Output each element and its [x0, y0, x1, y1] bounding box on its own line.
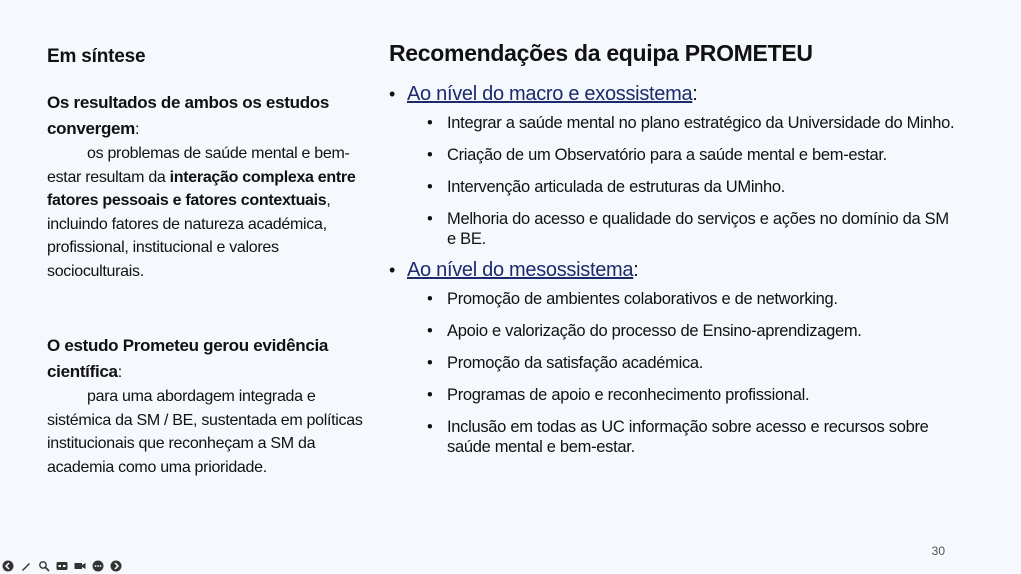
list-item: • Criação de um Observatório para a saúde mental e bem-estar.: [427, 146, 887, 164]
bullet-icon: •: [427, 322, 433, 340]
list-item: • Apoio e valorização do processo de Ensino-aprendizagem.: [427, 322, 862, 340]
summary-heading: Em síntese: [47, 46, 146, 67]
results-text-1: os problemas de saúde mental e bem-estar resultam da: [47, 145, 350, 186]
section-meso: • Ao nível do mesossistema:: [389, 259, 639, 281]
results-subheading: Os resultados de ambos os estudos convergem: [47, 93, 330, 138]
bullet-icon: •: [427, 418, 433, 436]
results-text-2: , incluindo fatores de natureza académica, profissional, institucional e valores socioculturais.: [47, 192, 331, 280]
presentation-toolbar: [2, 560, 122, 572]
list-item: • Integrar a saúde mental no plano estratégico da Universidade do Minho.: [427, 114, 955, 132]
bullet-icon: •: [389, 260, 396, 280]
list-item: • Intervenção articulada de estruturas da UMinho.: [427, 178, 786, 196]
bullet-icon: •: [427, 386, 433, 404]
summary-block-2: [47, 333, 365, 479]
more-icon[interactable]: [92, 560, 104, 572]
pen-icon[interactable]: [20, 560, 32, 572]
list-item: • Promoção de ambientes colaborativos e de networking.: [427, 290, 838, 308]
bullet-icon: •: [427, 290, 433, 308]
section-macro: • Ao nível do macro e exossistema:: [389, 83, 698, 105]
back-icon[interactable]: [2, 560, 14, 572]
list-item: • Inclusão em todas as UC informação sobre acesso e recursos sobre saúde mental e bem-estar.: [427, 418, 929, 456]
bullet-icon: •: [427, 354, 433, 372]
summary-panel: [47, 46, 365, 479]
zoom-icon[interactable]: [38, 560, 50, 572]
section-meso-label: Ao nível do mesossistema: [407, 259, 634, 281]
bullet-icon: •: [427, 210, 433, 228]
section-macro-label: Ao nível do macro e exossistema: [407, 83, 693, 105]
bullet-icon: •: [389, 84, 396, 104]
results-bold-text: interação complexa entre fatores pessoais e fatores contextuais: [47, 168, 356, 209]
bullet-icon: •: [427, 114, 433, 132]
evidence-text: para uma abordagem integrada e sistémica da SM / BE, sustentada em políticas institucionais que reconheçam a SM da academia como uma prioridade.: [47, 388, 363, 476]
list-item: • Programas de apoio e reconhecimento profissional.: [427, 386, 810, 404]
forward-icon[interactable]: [110, 560, 122, 572]
results-colon: :: [135, 121, 140, 138]
recommendations-title: Recomendações da equipa PROMETEU: [389, 40, 813, 66]
bullet-icon: •: [427, 178, 433, 196]
camera-icon[interactable]: [74, 560, 86, 572]
summary-block-1: [47, 90, 365, 283]
bullet-icon: •: [427, 146, 433, 164]
evidence-colon: :: [117, 364, 122, 381]
page-number: 30: [931, 544, 945, 558]
recommendations-panel: [389, 40, 959, 469]
list-item: • Promoção da satisfação académica.: [427, 354, 704, 372]
list-item: • Melhoria do acesso e qualidade do serviços e ações no domínio da SM e BE.: [427, 210, 949, 248]
evidence-subheading: O estudo Prometeu gerou evidência científica: [47, 336, 329, 381]
captions-icon[interactable]: [56, 560, 68, 572]
